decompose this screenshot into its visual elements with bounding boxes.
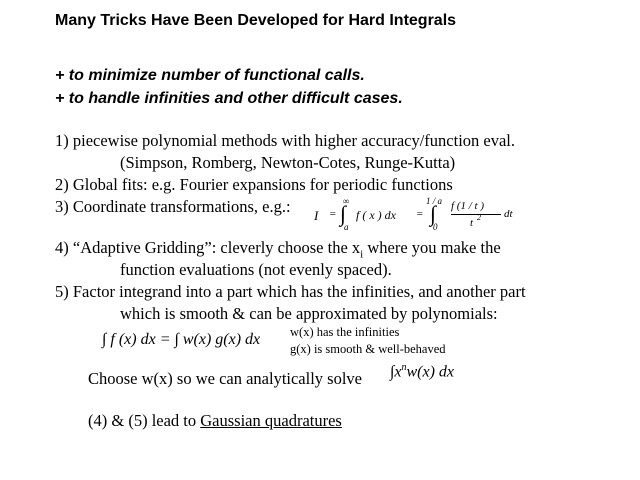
- point-2: 2) Global fits: e.g. Fourier expansions for periodic functions: [55, 175, 453, 194]
- integral-sign: ∫: [340, 201, 347, 226]
- point-1-detail: (Simpson, Romberg, Newton-Cotes, Runge-Kutta): [120, 153, 456, 172]
- note-g: g(x) is smooth & well-behaved: [290, 342, 446, 356]
- integral-sign: ∫: [430, 201, 437, 226]
- eq-power: 2: [477, 213, 481, 222]
- factor-equation: ∫ f (x) dx = ∫ w(x) g(x) dx: [102, 331, 261, 348]
- point-4-subscript: i: [360, 248, 364, 261]
- eq-numerator: f (1 / t ): [451, 200, 484, 212]
- integral-sign: ∫: [390, 363, 395, 381]
- note-w: w(x) has the infinities: [290, 325, 400, 339]
- point-5: 5) Factor integrand into a part which has the infinities, and another part: [55, 282, 526, 301]
- goal-line: + to minimize number of functional calls.: [55, 67, 365, 84]
- slide-title: Many Tricks Have Been Developed for Hard Integrals: [55, 12, 457, 29]
- eq-dt: dt: [504, 208, 513, 220]
- eq-equals: =: [416, 208, 424, 220]
- choose-line: Choose w(x) so we can analytically solve: [88, 369, 363, 388]
- transform-equation: [312, 198, 522, 232]
- eq-lower-limit: 0: [433, 222, 438, 232]
- point-3: 3) Coordinate transformations, e.g.:: [55, 197, 291, 216]
- eq-equals: =: [329, 208, 337, 220]
- moment-rest: w(x) dx: [406, 363, 455, 381]
- fraction-bar: [451, 214, 501, 215]
- point-4: [55, 238, 501, 260]
- point-1: 1) piecewise polynomial methods with higher accuracy/function eval.: [55, 131, 516, 150]
- moment-integral: [390, 362, 454, 381]
- final-prefix: (4) & (5) lead to: [88, 411, 201, 430]
- point-4-text: 4) “Adaptive Gridding”: cleverly choose the x: [55, 238, 361, 257]
- final-line: [88, 411, 342, 431]
- goal-line: + to handle infinities and other difficult cases.: [55, 90, 403, 107]
- moment-power: n: [401, 362, 407, 373]
- eq-I: I: [314, 208, 319, 223]
- point-5-continued: which is smooth & can be approximated by polynomials:: [120, 304, 498, 323]
- eq-upper-limit: ∞: [343, 196, 350, 206]
- point-4-continued: function evaluations (not evenly spaced).: [120, 260, 392, 279]
- point-4-text-end: where you make the: [363, 238, 501, 257]
- eq-denominator: t: [470, 217, 474, 229]
- eq-integrand: f ( x ) dx: [356, 208, 396, 222]
- gaussian-quadratures-link[interactable]: Gaussian quadratures: [200, 411, 342, 430]
- moment-x: x: [394, 363, 402, 381]
- eq-upper-limit: 1 / a: [426, 196, 443, 206]
- eq-lower-limit: a: [344, 222, 349, 232]
